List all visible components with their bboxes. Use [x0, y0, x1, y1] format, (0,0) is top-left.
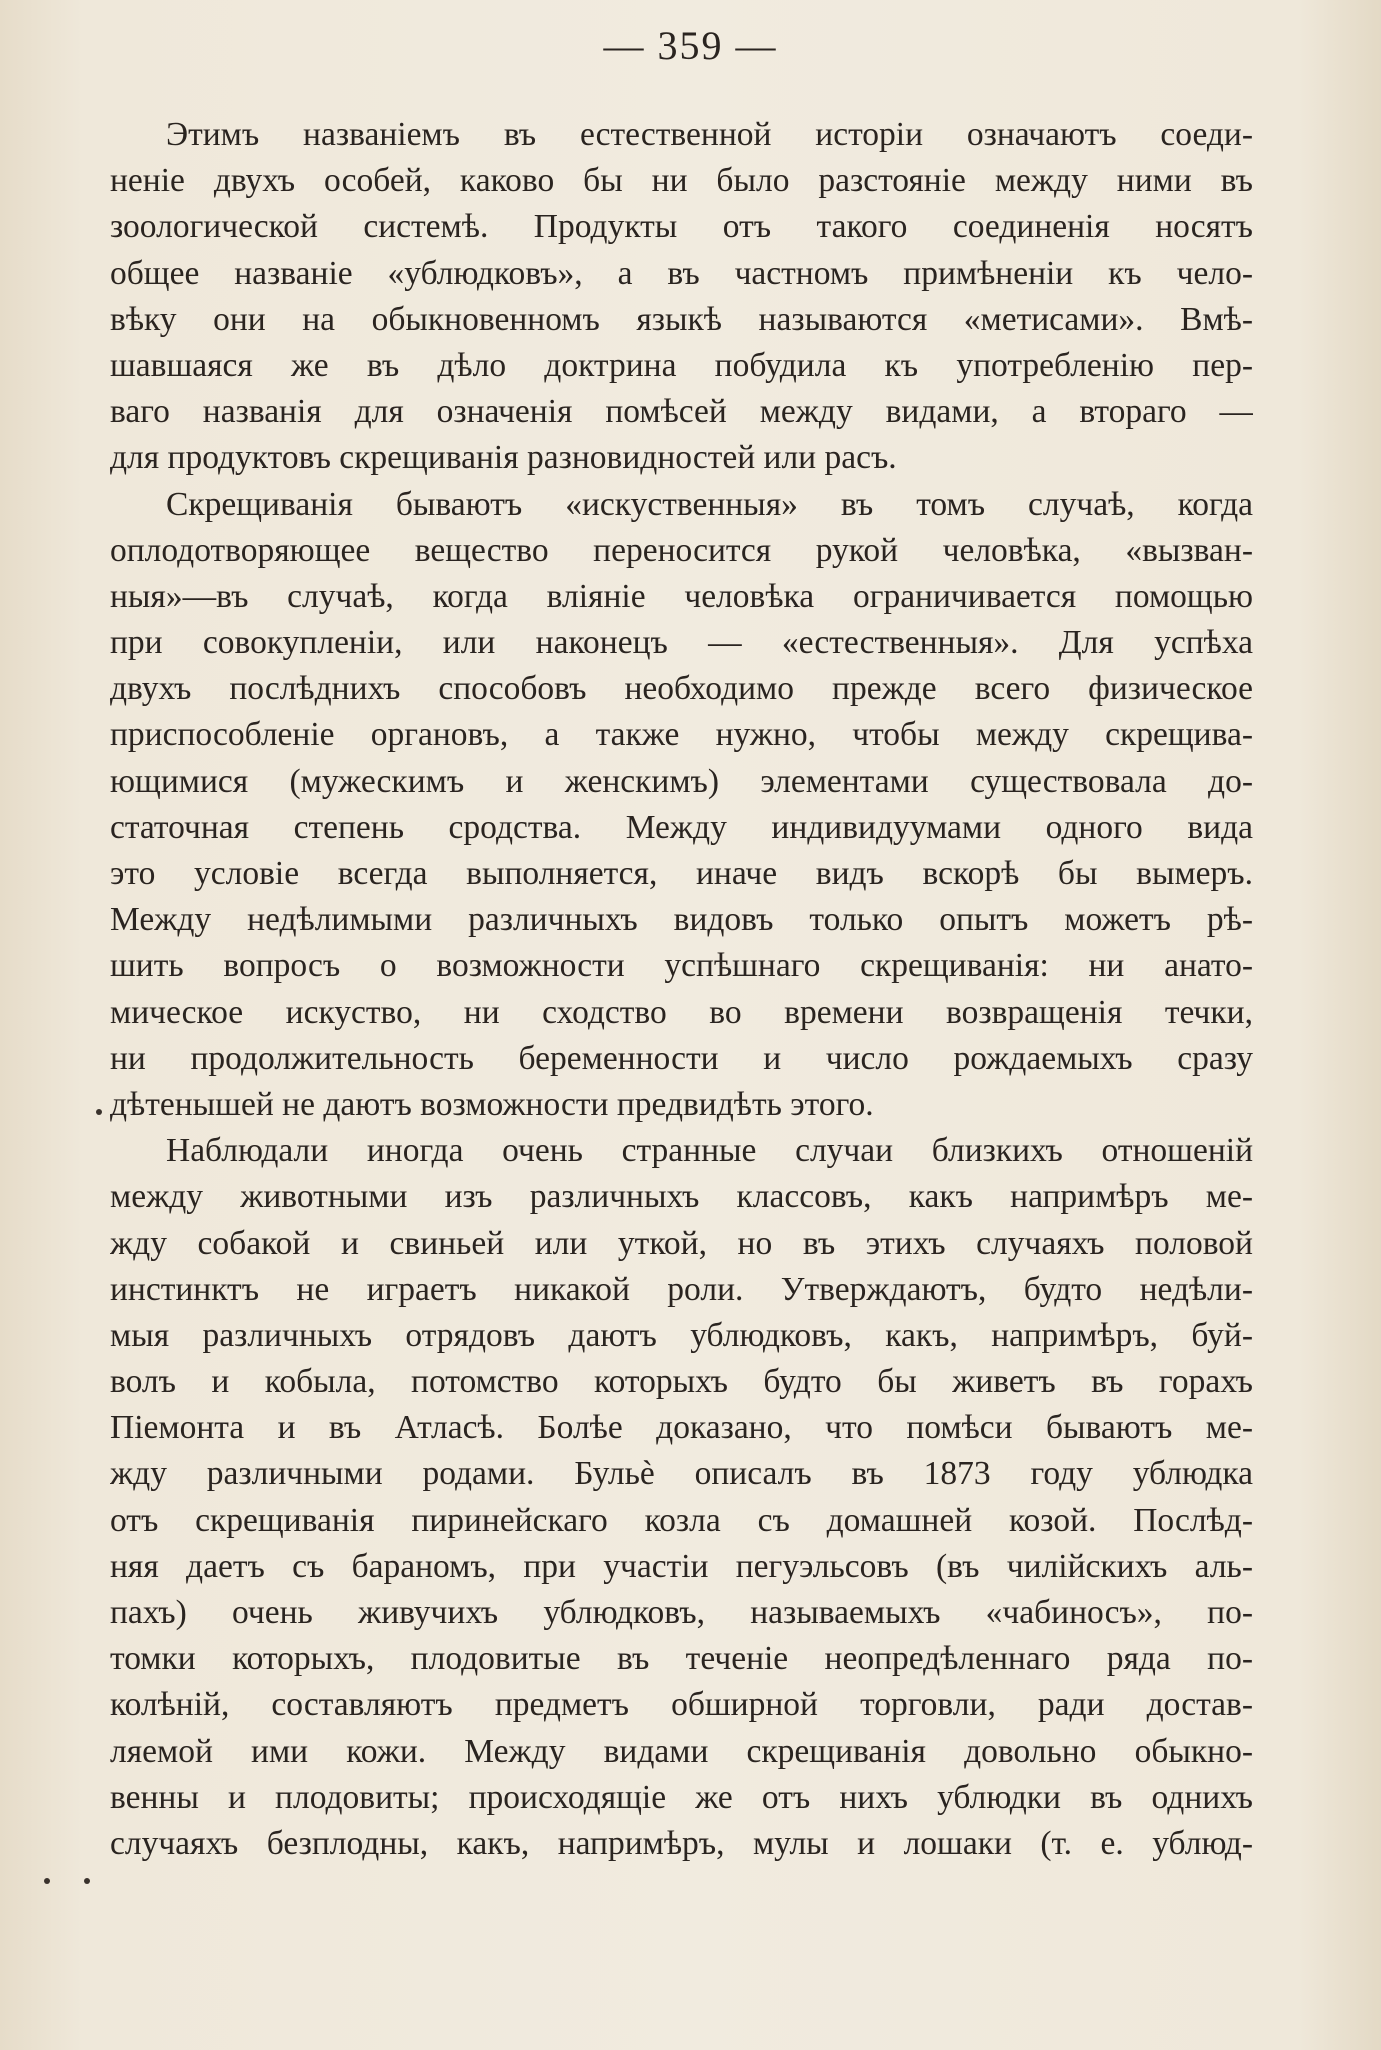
text-line: пахъ) очень живучихъ ублюдковъ, называемыхъ «чабиносъ», по- [110, 1594, 1253, 1631]
text-line: отъ скрещиванія пиринейскаго козла съ домашней козой. Послѣд- [110, 1501, 1253, 1539]
text-line: Между недѣлимыми различныхъ видовъ только опытъ можетъ рѣ- [110, 901, 1253, 939]
text-line: общее названіе «ублюдковъ», а въ частномъ примѣненіи къ чело- [110, 254, 1253, 292]
body-text [110, 112, 1253, 1867]
text-line: ни продолжительность беременности и число рождаемыхъ сразу [110, 1039, 1253, 1077]
text-line: Наблюдали иногда очень странные случаи близкихъ отношеній [166, 1132, 1253, 1170]
margin-mark [84, 1878, 90, 1884]
text-line: приспособленіе органовъ, а также нужно, чтобы между скрещива- [110, 716, 1253, 754]
text-line: шавшаяся же въ дѣло доктрина побудила къ употребленію пер- [110, 346, 1253, 384]
text-line: волъ и кобыла, потомство которыхъ будто бы живетъ въ горахъ [110, 1363, 1253, 1401]
text-line: между животными изъ различныхъ классовъ, какъ напримѣръ ме- [110, 1178, 1253, 1216]
text-line: ляемой ими кожи. Между видами скрещиванія довольно обыкно- [110, 1732, 1253, 1770]
text-line: ныя»—въ случаѣ, когда вліяніе человѣка ограничивается помощью [110, 577, 1253, 615]
text-line: венны и плодовиты; происходящіе же отъ нихъ ублюдки въ однихъ [110, 1778, 1253, 1816]
text-line: няя даетъ съ бараномъ, при участіи пегуэльсовъ (въ чилійскихъ аль- [110, 1547, 1253, 1585]
text-line: при совокупленіи, или наконецъ — «естественныя». Для успѣха [110, 624, 1253, 662]
text-line: дѣтенышей не даютъ возможности предвидѣть этого. [110, 1085, 874, 1123]
text-line: жду собакой и свиньей или уткой, но въ этихъ случаяхъ половой [110, 1224, 1253, 1262]
text-line: ющимися (мужескимъ и женскимъ) элементами существовала до- [110, 762, 1253, 800]
paragraph-3 [110, 1128, 1253, 1867]
text-line: оплодотворяющее вещество переносится рукой человѣка, «вызван- [110, 531, 1253, 569]
text-line: ваго названія для означенія помѣсей между видами, а втораго — [110, 393, 1253, 431]
text-line: вѣку они на обыкновенномъ языкѣ называются «метисами». Вмѣ- [110, 300, 1253, 338]
text-line: это условіе всегда выполняется, иначе видъ вскорѣ бы вымеръ. [110, 855, 1253, 892]
text-line: зоологической системѣ. Продукты отъ такого соединенія носятъ [110, 208, 1253, 246]
text-line: томки которыхъ, плодовитые въ теченіе неопредѣленнаго ряда по- [110, 1640, 1253, 1678]
paragraph-1 [110, 112, 1253, 482]
text-line: двухъ послѣднихъ способовъ необходимо прежде всего физическое [110, 670, 1253, 708]
text-line: случаяхъ безплодны, какъ, напримѣръ, мулы и лошаки (т. е. ублюд- [110, 1824, 1253, 1862]
text-line: мическое искуство, ни сходство во времени возвращенія течки, [110, 993, 1253, 1031]
text-line: мыя различныхъ отрядовъ даютъ ублюдковъ, какъ, напримѣръ, буй- [110, 1316, 1253, 1354]
text-line: Скрещиванія бываютъ «искуственныя» въ томъ случаѣ, когда [166, 485, 1253, 523]
text-line: шить вопросъ о возможности успѣшнаго скрещиванія: ни анато- [110, 947, 1253, 985]
text-line: колѣній, составляютъ предметъ обширной торговли, ради достав- [110, 1686, 1253, 1724]
text-line: неніе двухъ особей, каково бы ни было разстояніе между ними въ [110, 162, 1253, 200]
text-line: для продуктовъ скрещиванія разновидностей или расъ. [110, 439, 897, 477]
text-line: жду различными родами. Бульè описалъ въ 1873 году ублюдка [110, 1455, 1253, 1493]
text-line: статочная степень сродства. Между индивидуумами одного вида [110, 808, 1253, 846]
text-line: Этимъ названіемъ въ естественной исторіи означаютъ соеди- [166, 116, 1253, 153]
paragraph-2 [110, 482, 1253, 1129]
margin-mark [44, 1878, 50, 1884]
margin-mark [96, 1109, 102, 1115]
text-line: инстинктъ не играетъ никакой роли. Утверждаютъ, будто недѣли- [110, 1270, 1253, 1308]
page-number: — 359 — [603, 23, 778, 68]
text-line: Піемонта и въ Атласѣ. Болѣе доказано, что помѣси бываютъ ме- [110, 1409, 1253, 1447]
